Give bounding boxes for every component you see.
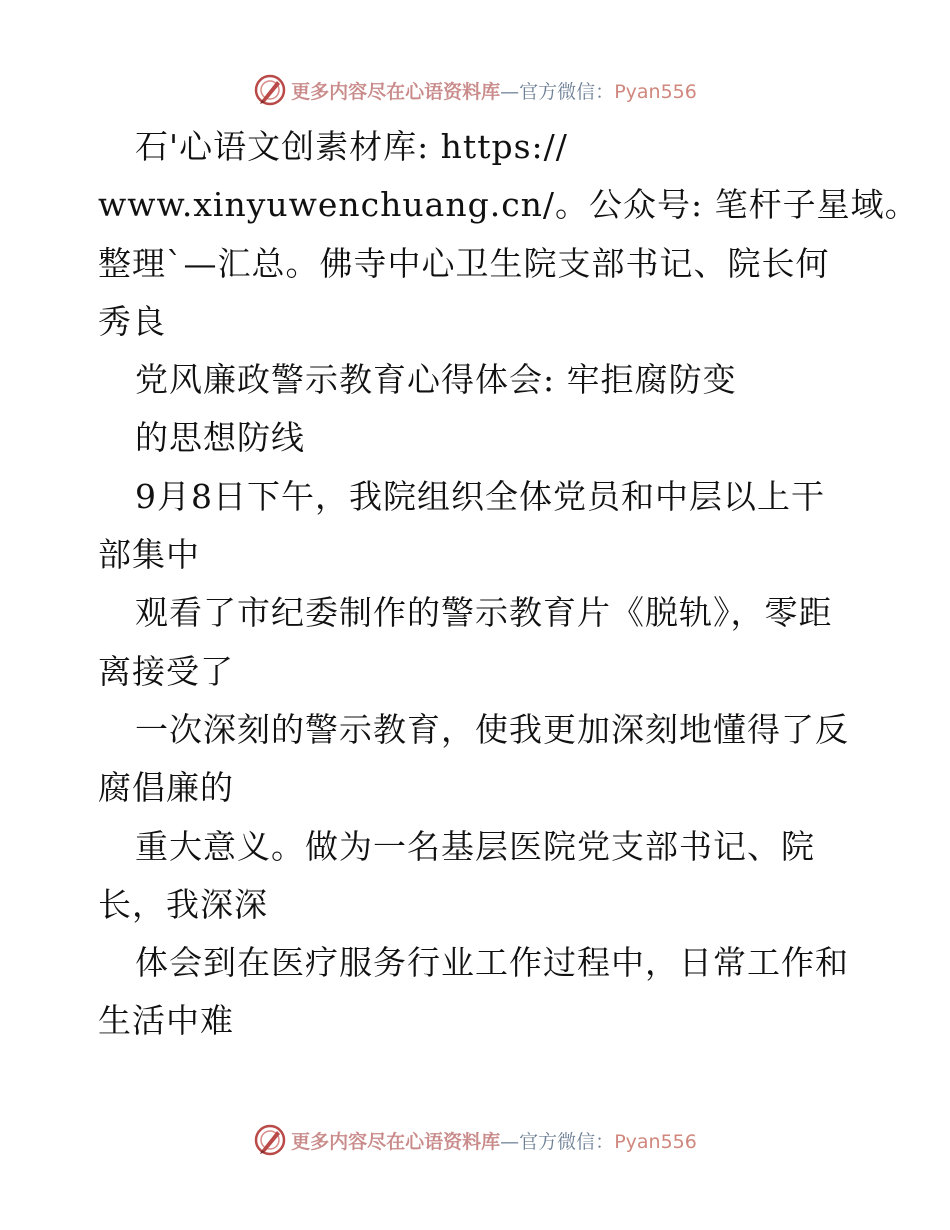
text-line: 重大意义。做为一名基层医院党支部书记、院 [135,826,815,866]
text-line: 腐倡廉的 [98,768,234,808]
text-line: 体会到在医疗服务行业工作过程中，日常工作和 [135,943,849,983]
text-line: 的思想防线 [135,418,305,458]
pen-logo-icon [253,73,287,107]
banner-separator: — [500,80,520,103]
banner-wechat-label: 官方微信： [519,80,615,103]
document-body [98,118,919,1051]
text-line: 9月8日下午，我院组织全体党员和中层以上干 [135,476,825,516]
banner-brand-text: 更多内容尽在心语资料库 [291,1130,501,1153]
pen-logo-icon [253,1123,287,1157]
banner-separator: — [500,1130,520,1153]
text-line: 生活中难 [98,1001,234,1041]
header-watermark-banner [0,70,950,110]
text-line: 部集中 [98,535,200,575]
banner-brand-text: 更多内容尽在心语资料库 [291,80,501,103]
banner-text [291,1127,697,1154]
text-line: 整理`—汇总。佛寺中心卫生院支部书记、院长何 [98,243,830,283]
footer-watermark-banner [0,1120,950,1160]
text-line: 石'心语文创素材库: https:// [135,127,568,166]
text-line: 秀良 [98,301,166,341]
banner-text [291,77,697,104]
banner-wechat-label: 官方微信： [519,1130,615,1153]
text-line: www.xinyuwenchuang.cn/。公众号: 笔杆子星域。 [98,185,919,225]
text-line: 长，我深深 [98,884,268,924]
text-line: 观看了市纪委制作的警示教育片《脱轨》，零距 [135,593,833,633]
text-line: 离接受了 [98,651,234,691]
banner-wechat-id: Pyan556 [614,80,697,103]
text-line: 一次深刻的警示教育，使我更加深刻地懂得了反 [135,709,849,749]
banner-wechat-id: Pyan556 [614,1130,697,1153]
text-line: 党风廉政警示教育心得体会: 牢拒腐防变 [135,360,737,400]
